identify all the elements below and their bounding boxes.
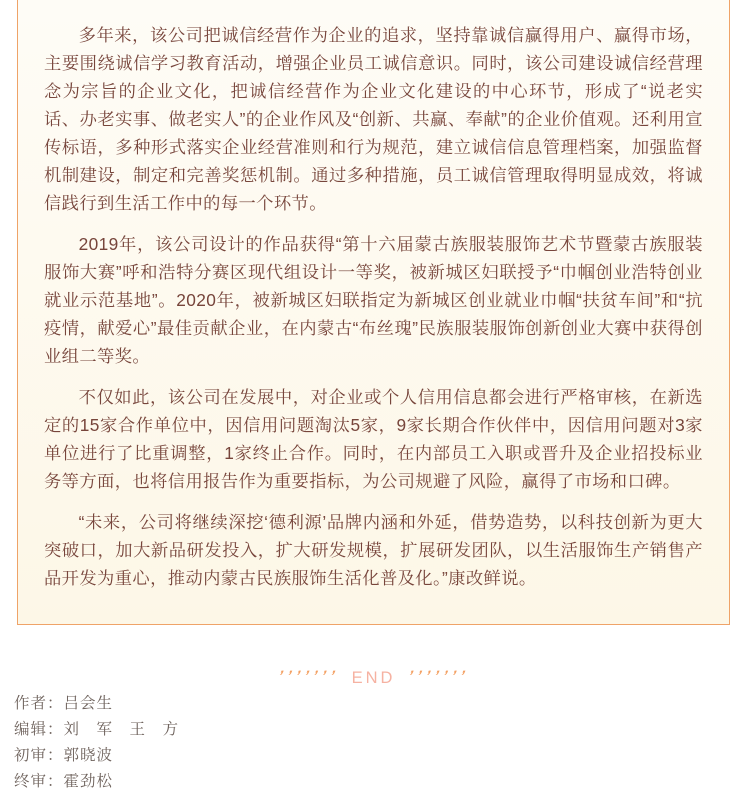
divider-marks-left-icon: ’’’’’’’ — [276, 668, 342, 685]
article-card — [17, 0, 730, 625]
credit-final-reviewer: 终审：霍劲松 — [14, 773, 114, 790]
end-divider — [0, 663, 747, 691]
credits-block — [14, 691, 747, 795]
divider-marks-right-icon: ’’’’’’’ — [406, 668, 471, 685]
credit-author: 作者：吕会生 — [14, 695, 114, 712]
credit-first-reviewer: 初审：郭晓波 — [14, 747, 114, 764]
paragraph-integrity-management: 多年来，该公司把诚信经营作为企业的追求，坚持靠诚信赢得用户、赢得市场，主要围绕诚信学习教育活动，增强企业员工诚信意识。同时，该公司建设诚信经营理念为宗旨的企业文化，把诚信经营作为企业文化建设的中心环节，形成了“说老实话、办老实事、做老实人”的企业作风及“创新、共赢、奉献”的企业价值观。还利用宣传标语，多种形式落实企业经营准则和行为规范，建立诚信信息管理档案，加强监督机制建设，制定和完善奖惩机制。通过多种措施，员工诚信管理取得明显成效，将诚信践行到生活工作中的每一个环节。 — [44, 25, 703, 213]
end-label: END — [351, 669, 396, 687]
paragraph-future-quote: “未来，公司将继续深挖‘德利源’品牌内涵和外延，借势造势，以科技创新为更大突破口，加大新品研发投入，扩大研发规模，扩展研发团队，以生活服饰生产销售产品开发为重心，推动内蒙古民族服饰生活化普及化。”康改鲜说。 — [44, 512, 703, 588]
credit-editor: 编辑：刘 军 王 方 — [14, 721, 180, 738]
paragraph-awards: 2019年，该公司设计的作品获得“第十六届蒙古族服装服饰艺术节暨蒙古族服装服饰大赛”呼和浩特分赛区现代组设计一等奖，被新城区妇联授予“巾帼创业浩特创业就业示范基地”。2020年，被新城区妇联指定为新城区创业就业巾帼“扶贫车间”和“抗疫情，献爱心”最佳贡献企业，在内蒙古“布丝瑰”民族服装服饰创新创业大赛中获得创业组二等奖。 — [44, 234, 703, 366]
paragraph-credit-review: 不仅如此，该公司在发展中，对企业或个人信用信息都会进行严格审核，在新选定的15家合作单位中，因信用问题淘汰5家，9家长期合作伙伴中，因信用问题对3家单位进行了比重调整，1家终止合作。同时，在内部员工入职或晋升及企业招投标业务等方面，也将信用报告作为重要指标，为公司规避了风险，赢得了市场和口碑。 — [44, 387, 703, 491]
